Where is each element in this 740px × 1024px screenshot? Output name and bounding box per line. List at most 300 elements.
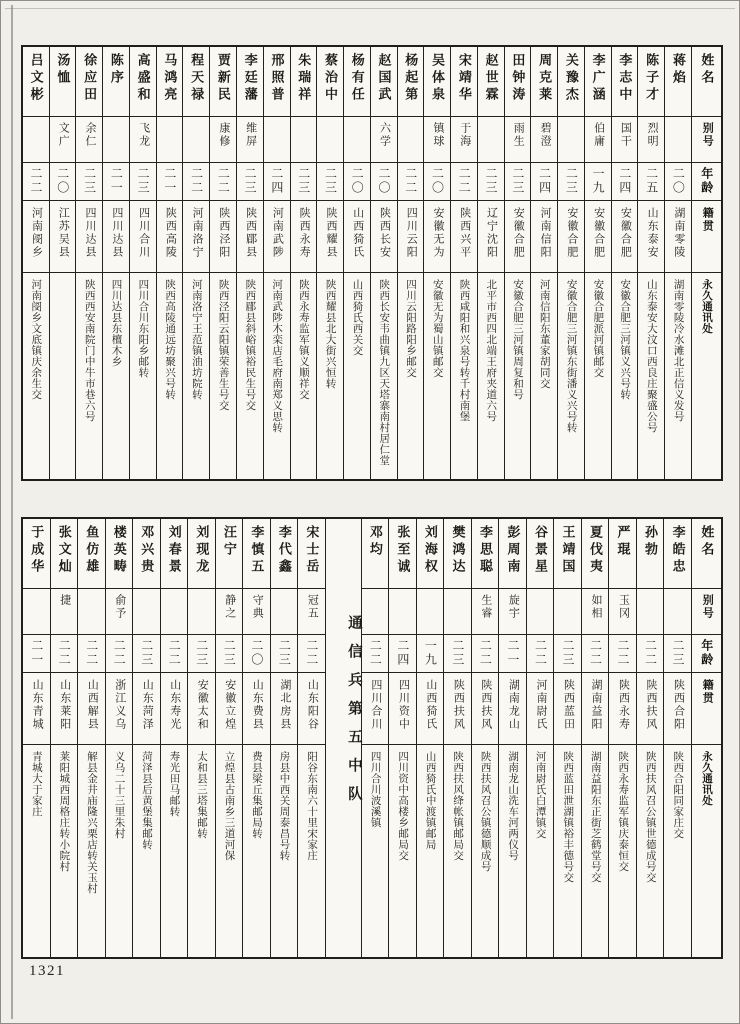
- entry-name-cell: [216, 519, 243, 589]
- entry-alias-cell: [362, 589, 389, 635]
- entry-age: 二三: [671, 639, 686, 667]
- entry-alias-cell: [554, 589, 581, 635]
- entry-name: 王靖国: [560, 525, 576, 576]
- entry-alias-cell: [612, 117, 638, 163]
- roster-column: [498, 519, 526, 957]
- entry-name: 楼英畴: [111, 525, 127, 576]
- entry-age-cell: [505, 163, 531, 201]
- entry-origin-cell: [106, 673, 133, 745]
- entry-origin: 陕西扶风: [479, 679, 492, 731]
- entry-origin-cell: [527, 673, 554, 745]
- entry-alias-cell: [637, 589, 664, 635]
- entry-address: 湖南零陵冷水滩北正信义发号: [672, 279, 684, 422]
- entry-name-cell: [23, 47, 49, 117]
- entry-origin: 安徽无为: [432, 207, 444, 259]
- entry-alias: 六学: [378, 122, 391, 148]
- roster-column: [343, 47, 370, 479]
- entry-age: 二二: [616, 639, 630, 667]
- entry-origin-cell: [417, 673, 444, 745]
- entry-name-cell: [665, 47, 691, 117]
- entry-age: 二五: [644, 167, 659, 195]
- entry-age-cell: [344, 163, 370, 201]
- entry-alias: 雨生: [512, 122, 525, 148]
- entry-name: 田钟涛: [510, 53, 526, 104]
- roster-column: [270, 519, 298, 957]
- entry-name-cell: [637, 519, 664, 589]
- entry-age-cell: [444, 635, 471, 673]
- entry-alias: 守典: [251, 594, 264, 620]
- header-origin-label: 籍贯: [701, 207, 714, 233]
- entry-age-cell: [50, 163, 76, 201]
- entry-name: 陈序: [108, 53, 124, 87]
- entry-origin: 安徽立煌: [223, 679, 236, 731]
- entry-origin: 陕西兴平: [458, 207, 471, 259]
- entry-address: 陕西耀县北大街兴恒转: [324, 279, 336, 389]
- roster-column: [160, 519, 188, 957]
- roster-column: [443, 519, 471, 957]
- entry-address-cell: [78, 745, 105, 957]
- entry-age-cell: [161, 635, 188, 673]
- entry-name: 李慎五: [249, 525, 265, 576]
- entry-age-cell: [585, 163, 611, 201]
- entry-address-cell: [133, 745, 160, 957]
- entry-address: 山西猗氏中渡镇邮局: [424, 751, 436, 850]
- entry-address: 陕西合阳同家庄交: [672, 751, 684, 839]
- entry-address: 四川合川波溪镇: [369, 751, 381, 828]
- entry-origin-cell: [161, 673, 188, 745]
- header-age-cell: [692, 163, 721, 201]
- entry-age: 二二: [643, 639, 658, 667]
- entry-age-cell: [188, 635, 215, 673]
- entry-address-cell: [51, 745, 78, 957]
- entry-age: 二二: [368, 639, 383, 667]
- entry-address: 菏泽县后黄堡集邮转: [140, 751, 152, 850]
- roster-column: [397, 47, 424, 479]
- roster-column: [23, 47, 49, 479]
- entry-alias: 余仁: [84, 122, 97, 148]
- header-name-cell: [692, 47, 721, 117]
- entry-name-cell: [183, 47, 209, 117]
- entry-age: 二二: [189, 167, 204, 195]
- entry-name: 李代鑫: [276, 525, 292, 576]
- header-alias-cell: [692, 117, 721, 163]
- entry-name: 李广涵: [590, 53, 606, 104]
- entry-address-cell: [291, 273, 317, 479]
- entry-origin: 四川云阳: [405, 207, 418, 259]
- entry-alias: 烈明: [646, 122, 659, 148]
- entry-origin: 山东泰安: [646, 207, 659, 259]
- entry-age: 二二: [304, 639, 319, 667]
- entry-name: 李志中: [617, 53, 633, 104]
- entry-address-cell: [362, 745, 389, 957]
- entry-origin: 四川合川: [137, 207, 150, 259]
- entry-origin-cell: [638, 201, 664, 273]
- entry-alias-cell: [398, 117, 424, 163]
- entry-age-cell: [472, 635, 499, 673]
- entry-address-cell: [183, 273, 209, 479]
- entry-age-cell: [23, 635, 50, 673]
- roster-column: [504, 47, 531, 479]
- entry-origin: 湖南龙山: [507, 679, 520, 731]
- roster-column: [423, 47, 450, 479]
- roster-column: [182, 47, 209, 479]
- entry-age-cell: [582, 635, 609, 673]
- entry-origin: 陕西高陵: [164, 207, 177, 259]
- entry-name: 樊鸿达: [450, 525, 466, 576]
- entry-address-cell: [317, 273, 343, 479]
- entry-origin-cell: [612, 201, 638, 273]
- entry-alias-cell: [417, 589, 444, 635]
- entry-age-cell: [451, 163, 477, 201]
- entry-origin-cell: [531, 201, 557, 273]
- entry-age: 二三: [323, 167, 338, 195]
- entry-origin: 浙江义乌: [113, 679, 126, 731]
- roster-column: [209, 47, 236, 479]
- entry-age-cell: [271, 635, 298, 673]
- entry-age-cell: [291, 163, 317, 201]
- entry-age: 二〇: [55, 167, 70, 195]
- entry-address: 河南洛宁王范镇油坊院转: [190, 279, 202, 400]
- roster-column: [450, 47, 477, 479]
- entry-origin: 山东青城: [31, 679, 44, 731]
- entry-name-cell: [78, 519, 105, 589]
- entry-name-cell: [210, 47, 236, 117]
- roster-column: [584, 47, 611, 479]
- entry-address: 陕西西安南院门中牛市巷六号: [83, 279, 95, 422]
- entry-age: 二〇: [376, 167, 391, 195]
- entry-age: 二三: [564, 167, 579, 195]
- entry-address: 湖南龙山洗车河两仪号: [507, 751, 519, 861]
- entry-address: 陕西扶风召公镇德顺成号: [479, 751, 491, 872]
- entry-name-cell: [371, 47, 397, 117]
- entry-address-cell: [237, 273, 263, 479]
- header-age-label: 年龄: [699, 639, 714, 667]
- page-number: 1321: [29, 963, 65, 979]
- entry-name-cell: [130, 47, 156, 117]
- entry-origin: 四川达县: [84, 207, 97, 259]
- entry-age-cell: [106, 635, 133, 673]
- entry-alias-cell: [161, 589, 188, 635]
- entry-alias-cell: [664, 589, 691, 635]
- entry-alias-cell: [133, 589, 160, 635]
- entry-origin-cell: [444, 673, 471, 745]
- entry-name: 周克莱: [537, 53, 553, 104]
- entry-origin-cell: [362, 673, 389, 745]
- entry-address: 费县梁丘集邮局转: [251, 751, 263, 839]
- entry-name-cell: [389, 519, 416, 589]
- roster-column: [242, 519, 270, 957]
- roster-column: [370, 47, 397, 479]
- entry-alias-cell: [344, 117, 370, 163]
- entry-alias-cell: [157, 117, 183, 163]
- entry-address-cell: [157, 273, 183, 479]
- entry-name-cell: [23, 519, 50, 589]
- entry-name: 刘现龙: [194, 525, 210, 576]
- entry-address-cell: [298, 745, 325, 957]
- entry-address: 陕西蓝田泄湖镇裕丰德号交: [562, 751, 574, 883]
- entry-address: 房县中西关周泰昌号转: [278, 751, 290, 861]
- entry-alias: 康修: [217, 122, 230, 148]
- entry-origin-cell: [23, 201, 49, 273]
- entry-name-cell: [161, 519, 188, 589]
- roster-column: [263, 47, 290, 479]
- header-alias-cell: [692, 589, 721, 635]
- entry-address-cell: [472, 745, 499, 957]
- roster-column: [637, 47, 664, 479]
- entry-origin-cell: [103, 201, 129, 273]
- entry-address: 陕西高陵通远坊聚兴号转: [164, 279, 176, 400]
- entry-address: 陕西扶风召公镇世德成号交: [644, 751, 656, 883]
- entry-address-cell: [451, 273, 477, 479]
- entry-origin: 陕西永寿: [298, 207, 311, 259]
- entry-age-cell: [264, 163, 290, 201]
- roster-column: [526, 519, 554, 957]
- entry-address-cell: [161, 745, 188, 957]
- entry-address-cell: [243, 745, 270, 957]
- entry-alias-cell: [371, 117, 397, 163]
- entry-origin: 安徽合肥: [619, 207, 632, 259]
- entry-address: 陕西永寿监军镇义顺祥交: [297, 279, 309, 400]
- entry-alias-cell: [582, 589, 609, 635]
- entry-name: 贾新民: [215, 53, 231, 104]
- entry-age-cell: [103, 163, 129, 201]
- entry-address-cell: [371, 273, 397, 479]
- entry-age: 二三: [560, 639, 575, 667]
- entry-name-cell: [344, 47, 370, 117]
- entry-age: 二一: [505, 639, 520, 667]
- entry-age-cell: [554, 635, 581, 673]
- entry-alias-cell: [317, 117, 343, 163]
- entry-origin-cell: [505, 201, 531, 273]
- entry-alias: 文广: [57, 122, 70, 148]
- entry-address: 北平市西四北端王府夹道六号: [485, 279, 497, 422]
- entry-alias-cell: [291, 117, 317, 163]
- entry-name-cell: [527, 519, 554, 589]
- entry-alias: 旋宇: [507, 594, 520, 620]
- entry-age: 二二: [167, 639, 182, 667]
- header-address-cell: [692, 273, 721, 479]
- roster-column: [664, 47, 691, 479]
- roster-column: [215, 519, 243, 957]
- entry-name: 于成华: [29, 525, 45, 576]
- entry-address: 寿光田马邮转: [168, 751, 180, 817]
- entry-origin-cell: [585, 201, 611, 273]
- entry-age-cell: [637, 635, 664, 673]
- entry-age-cell: [478, 163, 504, 201]
- entry-alias-cell: [78, 589, 105, 635]
- entry-age-cell: [298, 635, 325, 673]
- entry-origin: 江苏吴县: [57, 207, 70, 259]
- entry-address-cell: [527, 745, 554, 957]
- entry-address: 四川达县东檀木乡: [110, 279, 122, 367]
- entry-age-cell: [664, 635, 691, 673]
- roster-column: [297, 519, 325, 957]
- entry-age: 二一: [29, 639, 44, 667]
- entry-name-cell: [609, 519, 636, 589]
- entry-origin: 山东莱阳: [58, 679, 71, 731]
- entry-origin: 辽宁沈阳: [485, 207, 498, 259]
- entry-address: 河南信阳东董家胡同交: [538, 279, 550, 389]
- entry-name: 吕文彬: [28, 53, 44, 104]
- entry-alias-cell: [50, 117, 76, 163]
- entry-origin-cell: [317, 201, 343, 273]
- header-name-label: 姓名: [699, 525, 715, 559]
- entry-age: 二二: [403, 167, 418, 195]
- entry-alias-cell: [609, 589, 636, 635]
- entry-name: 蔡治中: [322, 53, 338, 104]
- entry-origin: 安徽合肥: [512, 207, 525, 259]
- entry-origin-cell: [424, 201, 450, 273]
- roster-column: [316, 47, 343, 479]
- entry-address: 解县金井庙隆兴栗店转关玉村: [85, 751, 97, 894]
- header-address-cell: [692, 745, 721, 957]
- entry-name-cell: [106, 519, 133, 589]
- entry-origin: 山西猗氏: [351, 207, 364, 259]
- entry-name-cell: [51, 519, 78, 589]
- entry-age-cell: [183, 163, 209, 201]
- header-column: [691, 47, 721, 479]
- entry-age: 二二: [216, 167, 231, 195]
- entry-age: 二三: [450, 639, 465, 667]
- entry-address-cell: [23, 745, 50, 957]
- entry-age: 二三: [296, 167, 311, 195]
- entry-name-cell: [417, 519, 444, 589]
- entry-name: 邓均: [367, 525, 383, 559]
- entry-age: 二三: [484, 167, 499, 195]
- roster-column: [102, 47, 129, 479]
- entry-alias-cell: [531, 117, 557, 163]
- entry-alias-cell: [451, 117, 477, 163]
- entry-name-cell: [424, 47, 450, 117]
- entry-origin-cell: [398, 201, 424, 273]
- entry-name-cell: [612, 47, 638, 117]
- entry-origin-cell: [51, 673, 78, 745]
- entry-origin-cell: [183, 201, 209, 273]
- entry-age: 二二: [478, 639, 493, 667]
- entry-origin: 湖南益阳: [589, 679, 602, 731]
- entry-age-cell: [216, 635, 243, 673]
- entry-origin: 河南信阳: [539, 207, 552, 259]
- entry-address-cell: [664, 745, 691, 957]
- entry-name: 夏伐夷: [588, 525, 604, 576]
- entry-age-cell: [243, 635, 270, 673]
- entry-origin-cell: [609, 673, 636, 745]
- entry-age: 二一: [162, 167, 177, 195]
- entry-origin: 河南洛宁: [191, 207, 204, 259]
- entry-origin: 陕西扶风: [645, 679, 657, 731]
- entry-address: 陕西郿县斜峪镇裕民生号交: [244, 279, 256, 411]
- entry-address: 安徽无为蜀山镇邮交: [431, 279, 443, 378]
- entry-age-cell: [609, 635, 636, 673]
- entry-name: 刘春景: [166, 525, 182, 576]
- header-alias-label: 别号: [701, 122, 714, 148]
- entry-address-cell: [585, 273, 611, 479]
- entry-alias: 生睿: [479, 594, 492, 620]
- entry-address-cell: [582, 745, 609, 957]
- entry-origin-cell: [243, 673, 270, 745]
- entry-origin: 陕西郿县: [244, 207, 257, 259]
- entry-origin-cell: [133, 673, 160, 745]
- entry-alias: 镇球: [432, 122, 444, 148]
- entry-address-cell: [638, 273, 664, 479]
- entry-address: 陕西泾阳云阳镇荣善生号交: [217, 279, 229, 411]
- entry-name: 鱼仿雄: [84, 525, 100, 576]
- entry-address-cell: [558, 273, 584, 479]
- entry-name-cell: [505, 47, 531, 117]
- entry-alias: 碧澄: [539, 122, 552, 148]
- entry-name: 谷景星: [532, 525, 548, 576]
- entry-origin-cell: [264, 201, 290, 273]
- entry-address: 河南尉氏白潭镇交: [534, 751, 546, 839]
- entry-address: 安徽合肥三河镇东街潘义兴号转: [565, 279, 577, 433]
- roster-column: [361, 519, 389, 957]
- entry-name: 张至诚: [395, 525, 411, 576]
- entry-origin-cell: [216, 673, 243, 745]
- entry-origin: 山西猗氏: [424, 679, 437, 731]
- entry-origin: 陕西扶风: [452, 679, 465, 731]
- entry-address: 陕西咸阳和兴泉号转千村南堡: [458, 279, 470, 422]
- entry-alias-cell: [130, 117, 156, 163]
- entry-age: 二〇: [671, 167, 686, 195]
- entry-name: 马鸿亮: [162, 53, 178, 104]
- entry-origin: 河南尉氏: [534, 679, 547, 731]
- entry-origin: 陕西蓝田: [562, 679, 575, 731]
- entry-origin: 安徽太和: [196, 679, 209, 731]
- header-address-label: 永久通讯处: [701, 751, 712, 806]
- entry-name-cell: [558, 47, 584, 117]
- entry-alias-cell: [188, 589, 215, 635]
- entry-origin-cell: [78, 673, 105, 745]
- entry-age-cell: [317, 163, 343, 201]
- entry-name: 汤恤: [55, 53, 71, 87]
- entry-age-cell: [237, 163, 263, 201]
- entry-alias-cell: [585, 117, 611, 163]
- entry-alias-cell: [505, 117, 531, 163]
- entry-name-cell: [243, 519, 270, 589]
- entry-origin-cell: [582, 673, 609, 745]
- entry-alias-cell: [51, 589, 78, 635]
- entry-alias-cell: [106, 589, 133, 635]
- entry-age: 二二: [112, 639, 127, 667]
- entry-origin: 安徽合肥: [565, 207, 578, 259]
- entry-age-cell: [78, 635, 105, 673]
- entry-name: 李思聪: [477, 525, 493, 576]
- section-title: 通信兵第五中队: [345, 615, 362, 815]
- roster-column: [608, 519, 636, 957]
- entry-age-cell: [638, 163, 664, 201]
- entry-name-cell: [531, 47, 557, 117]
- entry-age: 二三: [243, 167, 258, 195]
- entry-origin: 安徽合肥: [592, 207, 605, 259]
- entry-name: 邓兴贵: [139, 525, 155, 576]
- entry-name: 高盛和: [135, 53, 151, 104]
- entry-address-cell: [389, 745, 416, 957]
- entry-alias: 于海: [458, 122, 471, 148]
- entry-address: 安徽合肥派河镇邮交: [592, 279, 604, 378]
- entry-age-cell: [424, 163, 450, 201]
- entry-alias-cell: [103, 117, 129, 163]
- roster-column: [23, 519, 50, 957]
- entry-address: 河南阌乡文底镇庆余生交: [30, 279, 42, 400]
- entry-alias: 静之: [223, 594, 236, 620]
- entry-address: 义乌二十三里朱村: [113, 751, 125, 839]
- entry-name-cell: [444, 519, 471, 589]
- entry-name: 李皓忠: [670, 525, 686, 576]
- entry-origin-cell: [499, 673, 526, 745]
- entry-origin: 陕西耀县: [324, 207, 337, 259]
- entry-alias-cell: [472, 589, 499, 635]
- entry-name: 彭周南: [505, 525, 521, 576]
